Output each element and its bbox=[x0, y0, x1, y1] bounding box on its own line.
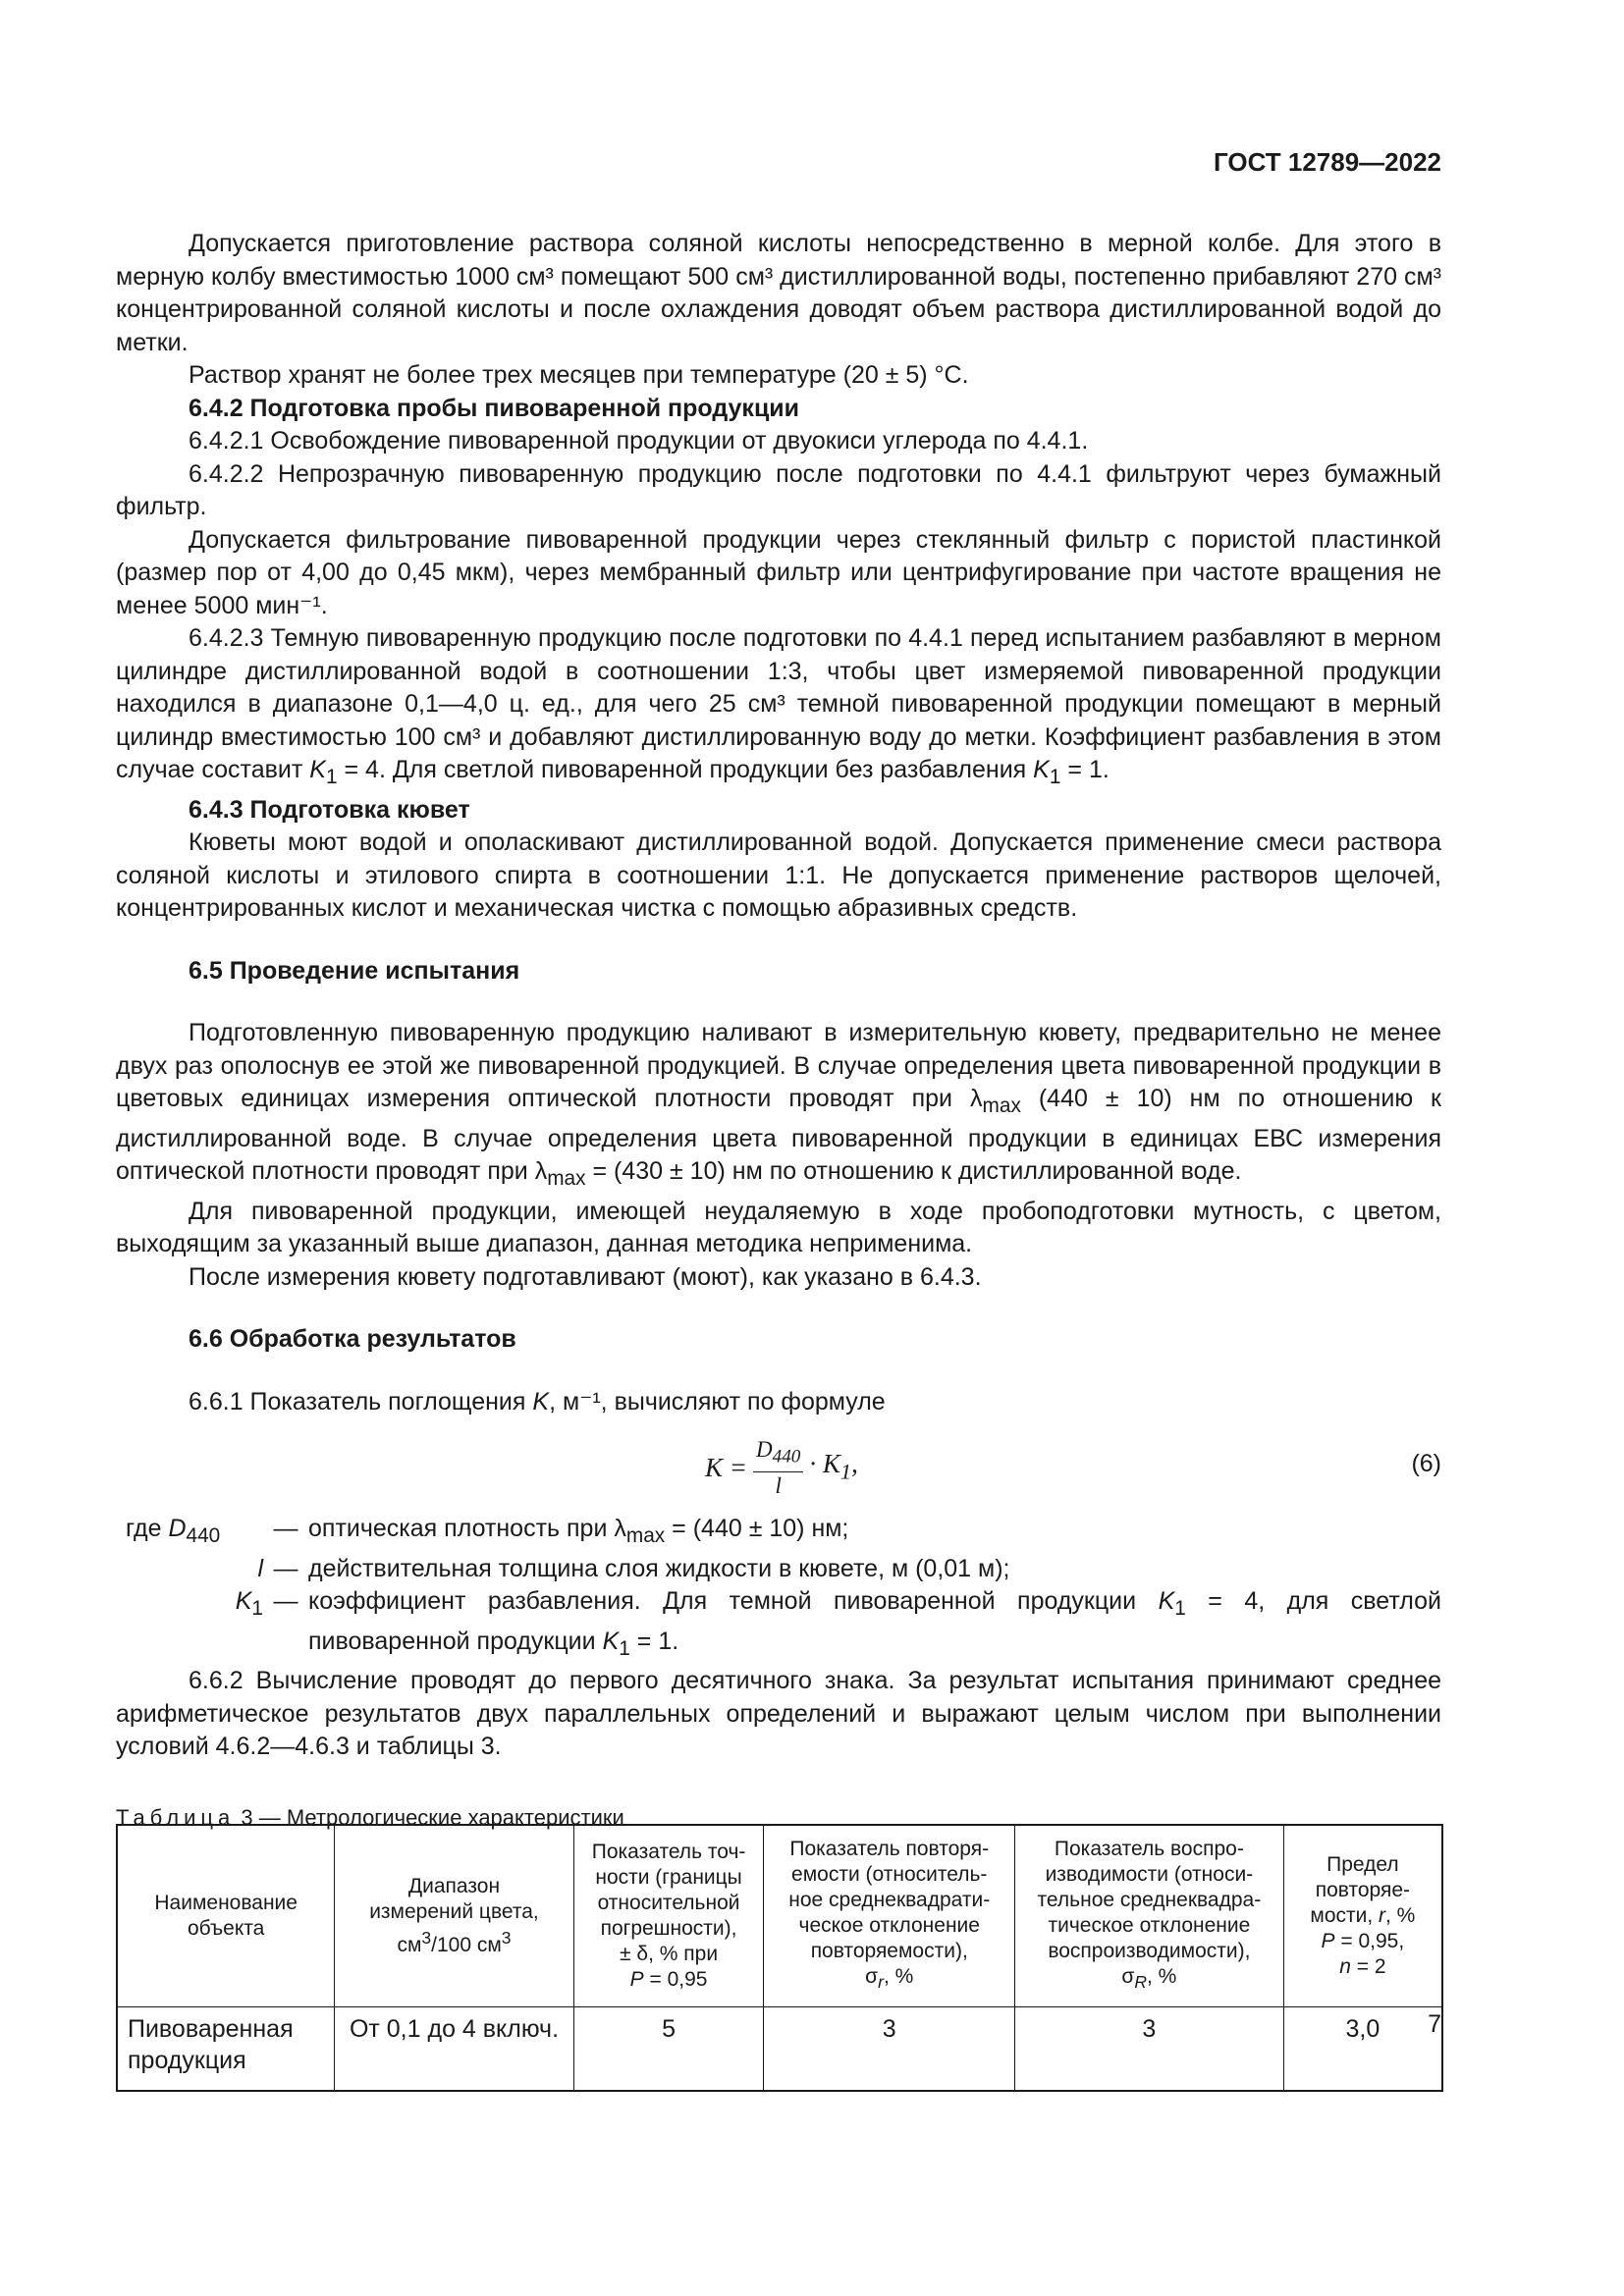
table-cell: 3 bbox=[764, 2007, 1015, 2092]
page-body bbox=[116, 228, 1441, 1833]
table-header: Показатель воспро- изводимости (относи- тельное среднеквадра- тическое отклонение воспроизводимости), $\sigma_R$, % bbox=[1015, 1825, 1284, 2007]
paragraph: 6.6.2 Вычисление проводят до первого десятичного знака. За результат испытания принимают среднее арифметическое результатов двух параллельных определений и выражают целым числом при выполнении условий 4.6.2—4.6.3 и таблицы 3. bbox=[116, 1667, 1441, 1760]
table-cell: Пивоваренная продукция bbox=[117, 2007, 335, 2092]
page-number: 7 bbox=[1428, 2010, 1441, 2038]
section-heading: 6.6 Обработка результатов bbox=[189, 1325, 516, 1353]
paragraph: Кюветы моют водой и ополаскивают дистиллированной водой. Допускается применение смеси раствора соляной кислоты и этилового спирта в соотношении 1:1. Не допускается применение растворов щелочей, концентрированных кислот и механическая чистка с помощью абразивных средств. bbox=[116, 828, 1441, 922]
paragraph: Допускается фильтрование пивоваренной продукции через стеклянный фильтр с пористой пластинкой (размер пор от 4,00 до 0,45 мкм), через мембранный фильтр или центрифугирование при частоте вращения не менее 5000 мин⁻¹. bbox=[116, 525, 1441, 619]
table-header: Наименование объекта bbox=[117, 1825, 335, 2007]
standard-id: ГОСТ 12789—2022 bbox=[1214, 147, 1441, 177]
table-header: Диапазон измерений цвета, $см^3/100$ $см^3$ bbox=[335, 1825, 573, 2007]
paragraph: Допускается приготовление раствора соляной кислоты непосредственно в мерной колбе. Для этого в мерную колбу вместимостью 1000 см³ помещают 500 см³ дистиллированной воды, постепенно прибавляют 270 см³ концентрированной соляной кислоты и после охлаждения доводят объем раствора дистиллированной водой до метки. bbox=[116, 230, 1441, 356]
paragraph: После измерения кювету подготавливают (моют), как указано в 6.4.3. bbox=[189, 1262, 982, 1291]
table-header-row bbox=[117, 1825, 1442, 2007]
paragraph: 6.4.2.2 Непрозрачную пивоваренную продукцию после подготовки по 4.4.1 фильтруют через бумажный фильтр. bbox=[116, 459, 1441, 520]
table-header: Показатель повторя- емости (относитель- ное среднеквадрати- ческое отклонение повторяемости), $\sigma_r$, % bbox=[764, 1825, 1015, 2007]
subsection-heading: 6.4.3 Подготовка кювет bbox=[189, 795, 470, 824]
table-header: Предел повторяе- мости, r, % P = 0,95, n = 2 bbox=[1283, 1825, 1442, 2007]
table-cell: 5 bbox=[573, 2007, 764, 2092]
table-cell: 3,0 bbox=[1283, 2007, 1442, 2092]
equation-number: (6) bbox=[1411, 1450, 1441, 1477]
table-row bbox=[117, 2007, 1442, 2092]
table-cell: От 0,1 до 4 включ. bbox=[335, 2007, 573, 2092]
where-item: $K_1$ — коэффициент разбавления. Для темной пивоваренной продукции $K_1 = 4$, для светлой пивоваренной продукции $K_1 = 1$. bbox=[235, 1587, 1441, 1660]
paragraph: Подготовленную пивоваренную продукцию наливают в измерительную кювету, предварительно не менее двух раз ополоснув ее этой же пивоваренной продукцией. В случае определения цвета пивоваренной продукции в цветовых единицах измерения оптической плотности проводят при $\lambda_{max}$ (440 ± 10) нм по отношению к дистиллированной воде. В случае определения цвета пивоваренной продукции в единицах ЕВС измерения оптической плотности проводят при $\lambda_{max} = (430 \pm 10)$ нм по отношению к дистиллированной воде. bbox=[116, 1019, 1441, 1190]
paragraph: 6.6.1 Показатель поглощения K, м⁻¹, вычисляют по формуле bbox=[189, 1387, 886, 1415]
metrology-table bbox=[116, 1824, 1443, 2092]
table-cell: 3 bbox=[1015, 2007, 1284, 2092]
formula: K = $\frac{D_{440}}{l}$ · $K_1$, (6) bbox=[705, 1437, 1441, 1498]
table-header: Показатель точ- ности (границы относительной погрешности), ± δ, % при P = 0,95 bbox=[573, 1825, 764, 2007]
section-heading: 6.5 Проведение испытания bbox=[189, 956, 520, 985]
table-caption: Таблица 3 — Метрологические характеристики bbox=[116, 1804, 624, 1830]
subsection-heading: 6.4.2 Подготовка пробы пивоваренной продукции bbox=[189, 394, 800, 422]
paragraph: Раствор хранят не более трех месяцев при температуре (20 ± 5) °С. bbox=[189, 361, 969, 389]
paragraph: Для пивоваренной продукции, имеющей неудаляемую в ходе пробоподготовки мутность, с цветом, выходящим за указанный выше диапазон, данная методика неприменима. bbox=[116, 1197, 1441, 1257]
paragraph: 6.4.2.1 Освобождение пивоваренной продукции от двуокиси углерода по 4.4.1. bbox=[189, 427, 1089, 454]
where-item: где $D_{440}$ — оптическая плотность при $\lambda_{max} = (440 \pm 10)$ нм; bbox=[126, 1515, 849, 1547]
where-item: l — действительная толщина слоя жидкости в кювете, м (0,01 м); bbox=[257, 1554, 1010, 1582]
paragraph: 6.4.2.3 Темную пивоваренную продукцию после подготовки по 4.4.1 перед испытанием разбавляют в мерном цилиндре дистиллированной водой в соотношении 1:3, чтобы цвет измеряемой пивоваренной продукции находился в диапазоне 0,1—4,0 ц. ед., для чего 25 см³ темной пивоваренной продукции помещают в мерный цилиндр вместимостью 100 см³ и добавляют дистиллированную воду до метки. Коэффициент разбавления в этом случае составит $K_1 = 4$. Для светлой пивоваренной продукции без разбавления $K_1 = 1$. bbox=[116, 624, 1441, 788]
